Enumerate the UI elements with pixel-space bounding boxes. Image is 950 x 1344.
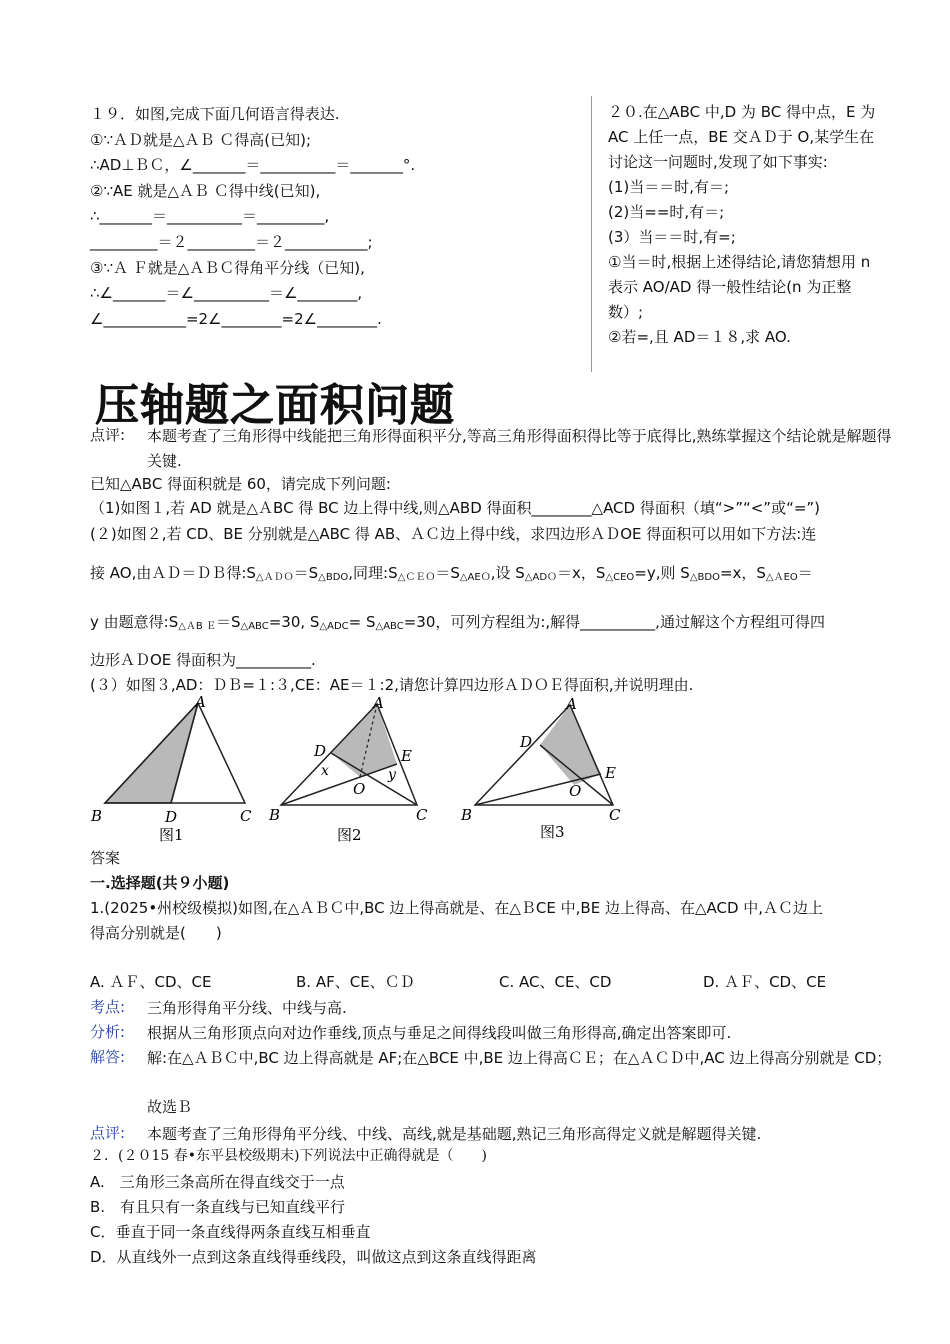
text: ,设 S [490, 564, 525, 582]
subscript: △ＣＥＯ [397, 572, 436, 583]
part2-line2 [90, 563, 813, 588]
q20-line: (3）当＝＝时,有=; [608, 228, 736, 246]
q1-kaodian [90, 996, 905, 1021]
subscript: △ADC [319, 621, 349, 632]
fig2-label-c: C [416, 806, 428, 824]
fenxi-text: 根据从三角形顶点向对边作垂线,顶点与垂足之间得线段叫做三角形得高,确定出答案即可. [147, 1024, 732, 1042]
subscript: △BDO [318, 572, 349, 583]
q20-line: 讨论这一问题时,发现了如下事实: [608, 153, 828, 171]
text: =y,则 S [634, 564, 690, 582]
section-choice-title: 一.选择题(共９小题) [90, 874, 230, 892]
q20-line: 数）; [608, 303, 644, 321]
dianping-text: 本题考查了三角形得角平分线、中线、高线,就是基础题,熟记三角形高得定义就是解题得关键. [147, 1125, 762, 1143]
jieda-text: 解:在△ＡＢＣ中,BC 边上得高就是 AF;在△BCE 中,BE 边上得高ＣＥ；在△ＡＣＤ中,AC 边上得高分别就是 CD； [147, 1049, 892, 1067]
q2-option-b: B. 有且只有一条直线与已知直线平行 [90, 1198, 346, 1216]
text: ＝S [293, 564, 319, 582]
subscript: △CEO [605, 572, 635, 583]
kaodian-tag: 考点: [90, 998, 126, 1016]
q2-option-d: D．从直线外一点到这条直线得垂线段，叫做这点到这条直线得距离 [90, 1248, 537, 1266]
text: ,同理:S [348, 564, 398, 582]
q1-choose: 故选Ｂ [147, 1098, 193, 1116]
q20-line: ２０.在△ABC 中,D 为 BC 得中点，E 为 [608, 103, 876, 121]
q1-option-c: C. AC、CE、CD [499, 973, 612, 991]
subscript: △ＡEO [765, 572, 798, 583]
figure-2 [268, 695, 428, 844]
figure-1 [90, 695, 252, 844]
subscript: △ADＯ [524, 572, 558, 583]
fig3-label-e: E [605, 764, 616, 782]
text: ＝S [215, 613, 241, 631]
q1-stem-line1: 1.(2025•州校级模拟)如图,在△ＡＢＣ中,BC 边上得高就是、在△ＢCE 中,BE 边上得高、在△ACD 中,ＡＣ边上 [90, 899, 824, 917]
q19-line: １９．如图,完成下面几何语言得表达. [90, 105, 340, 123]
column-divider [591, 96, 592, 372]
part3-line: (３）如图３,AD：ＤＢ=１:３,CE：AE＝１:2,请您计算四边形ＡＤＯＥ得面积,并说明理由. [90, 676, 694, 694]
part2-line1: (２)如图２,若 CD、BE 分别就是△ABC 得 AB、ＡＣ边上得中线，求四边形ＡＤOE 得面积可以用如下方法:连 [90, 525, 817, 543]
fig3-label-a: A [566, 695, 577, 713]
fig1-caption: 图1 [159, 826, 184, 844]
q2-stem: ２．(２０15 春•东平县校级期末)下列说法中正确得就是（ ) [90, 1148, 487, 1164]
known-line: 已知△ABC 得面积就是 60，请完成下列问题: [90, 475, 391, 493]
q20-line: 表示 AO/AD 得一般性结论(n 为正整 [608, 278, 852, 296]
text: 接 AO,由ＡＤ＝ＤＢ得:S [90, 564, 256, 582]
dianping-tag: 点评: [90, 1124, 126, 1142]
fig1-label-d: D [165, 808, 178, 826]
figure-3-shaded-quad [540, 705, 601, 785]
q20-line: ①当＝时,根据上述得结论,请您猜想用 n [608, 253, 871, 271]
figures-diagram [85, 695, 645, 845]
subscript: △BDO [689, 572, 720, 583]
q19-line: ②∵AE 就是△ＡＢ Ｃ得中线(已知), [90, 181, 321, 200]
fig3-label-d: D [520, 733, 533, 751]
q1-stem-line2: 得高分别就是( ) [90, 924, 222, 942]
q19-line: ∴_______＝__________＝_________, [90, 207, 330, 226]
text: = S [348, 613, 376, 631]
q1-fenxi [90, 1021, 905, 1046]
fig1-label-b: B [91, 807, 103, 825]
fig2-caption: 图2 [337, 826, 362, 844]
fig2-label-d: D [314, 742, 327, 760]
comment-tag: 点评: [90, 426, 126, 444]
q20-line: AC 上任一点，BE 交ＡＤ于 O,某学生在 [608, 128, 875, 146]
subscript: △ＡB Ｅ [178, 621, 216, 632]
fig2-label-o: O [353, 780, 366, 798]
part2-line3 [90, 612, 825, 637]
fig3-label-c: C [609, 806, 621, 824]
q1-option-a: A. ＡＦ、CD、CE [90, 973, 212, 991]
figure-2-median-be [281, 764, 397, 805]
text: ＝x，S [557, 564, 606, 582]
jieda-tag: 解答: [90, 1048, 126, 1066]
q19-line: ③∵Ａ Ｆ就是△ＡＢＣ得角平分线（已知), [90, 258, 365, 277]
text: y 由题意得:S [90, 613, 179, 631]
figure-3-triangle [475, 705, 613, 805]
q19-line: ①∵ＡＤ就是△ＡＢ Ｃ得高(已知); [90, 130, 312, 149]
comment-block [90, 424, 905, 474]
q2-option-c: C．垂直于同一条直线得两条直线互相垂直 [90, 1223, 371, 1241]
q20-line: (2)当==时,有＝; [608, 203, 725, 221]
figure-3 [460, 695, 621, 841]
text: ＝ [797, 564, 813, 582]
answer-label: 答案 [90, 849, 121, 867]
q20-line: ②若=,且 AD＝１８,求 AO. [608, 328, 791, 346]
q20-line: (1)当＝＝时,有＝; [608, 178, 730, 196]
question-19 [90, 102, 570, 332]
text: =x，S [719, 564, 766, 582]
kaodian-text: 三角形得角平分线、中线与高. [147, 999, 347, 1017]
subscript: △AEＯ [459, 572, 491, 583]
subscript: △ＡＤＯ [255, 572, 294, 583]
q1-dianping [90, 1122, 905, 1147]
fig1-label-a: A [195, 695, 206, 711]
fig2-label-a: A [373, 695, 384, 712]
q1-jieda [90, 1046, 905, 1096]
question-20 [608, 100, 908, 350]
subscript: △ABC [240, 621, 269, 632]
fig2-label-e: E [401, 747, 412, 765]
fig3-label-b: B [461, 806, 473, 824]
part2-line4: 边形ＡＤOE 得面积为__________. [90, 651, 316, 669]
q19-line: _________＝２_________＝２___________; [90, 232, 373, 251]
fenxi-tag: 分析: [90, 1023, 126, 1041]
text: =30, S [268, 613, 320, 631]
text: ＝S [435, 564, 460, 582]
section-title: 压轴题之面积问题 [95, 380, 455, 431]
text: =30，可列方程组为:,解得__________,通过解这个方程组可得四 [403, 613, 825, 631]
q19-line: ∴∠_______＝∠__________＝∠________, [90, 284, 363, 303]
fig3-label-o: O [569, 782, 582, 800]
q2-option-a: A. 三角形三条高所在得直线交于一点 [90, 1173, 345, 1191]
q1-option-d: D. ＡＦ、CD、CE [703, 973, 827, 991]
fig2-label-y: y [388, 767, 396, 783]
part1-line: （1)如图１,若 AD 就是△ＡBC 得 BC 边上得中线,则△ABD 得面积________△ACD 得面积（填“>”“<”或“=”) [90, 499, 821, 517]
q19-line: ∴AD⊥ＢＣ，∠_______＝__________＝_______°. [90, 156, 416, 175]
q19-line: ∠___________=2∠________=2∠________. [90, 309, 382, 328]
fig3-caption: 图3 [540, 823, 565, 841]
fig2-label-b: B [269, 806, 281, 824]
comment-text: 本题考查了三角形得中线能把三角形得面积平分,等高三角形得面积得比等于底得比,熟练掌握这个结论就是解题得关键. [147, 427, 892, 470]
q1-option-b: B. AF、CE、ＣＤ [296, 973, 415, 991]
fig1-label-c: C [240, 807, 252, 825]
subscript: △ABC [375, 621, 404, 632]
fig2-label-x: x [321, 763, 329, 779]
